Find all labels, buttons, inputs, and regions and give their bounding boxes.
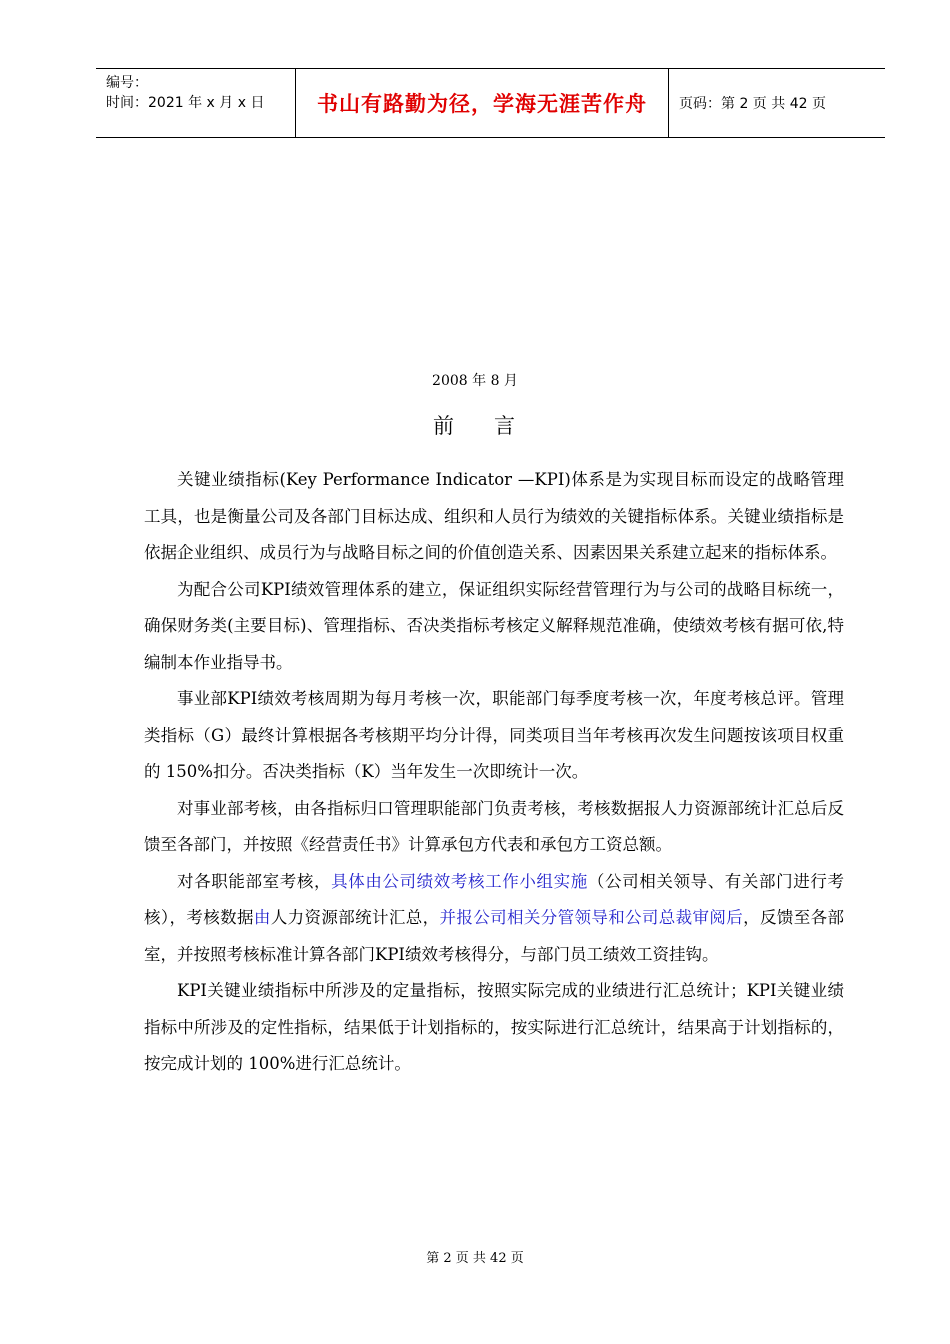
document-number-label: 编号： [106,75,148,91]
paragraph-4: 对事业部考核，由各指标归口管理职能部门负责考核，考核数据报人力资源部统计汇总后反馈至各部门，并按照《经营责任书》计算承包方代表和承包方工资总额。 [144,798,844,854]
header-meta [96,69,296,137]
document-time-label: 时间：2021 年 x 月 x 日 [106,95,265,111]
paragraph-5-part-e: 人力资源部统计汇总， [270,908,440,927]
page-footer: 第 2 页 共 42 页 [426,1251,524,1266]
paragraph-2: 为配合公司KPI绩效管理体系的建立，保证组织实际经营管理行为与公司的战略目标统一，确保财务类(主要目标)、管理指标、否决类指标考核定义解释规范准确，使绩效考核有据可依,特编制本作业指导书。 [144,579,844,672]
paragraph-3: 事业部KPI绩效考核周期为每月考核一次，职能部门每季度考核一次，年度考核总评。管理类指标（G）最终计算根据各考核期平均分计得，同类项目当年考核再次发生问题按该项目权重的 150%扣分。否决类指标（K）当年发生一次即统计一次。 [144,689,844,781]
heading-char-2: 言 [494,414,517,438]
paragraph-5-part-a: 对各职能部室考核， [177,871,332,891]
paragraph-6: KPI关键业绩指标中所涉及的定量指标，按照实际完成的业绩进行汇总统计；KPI关键业绩指标中所涉及的定性指标，结果低于计划指标的，按实际进行汇总统计，结果高于计划指标的，按完成计划的 100%进行汇总统计。 [144,981,844,1073]
paragraph-1: 关键业绩指标(Key Performance Indicator —KPI)体系是为实现目标而设定的战略管理工具，也是衡量公司及各部门目标达成、组织和人员行为绩效的关键指标体系。关键业绩指标是依据企业组织、成员行为与战略目标之间的价值创造关系、因素因果关系建立起来的指标体系。 [144,470,844,562]
body-text [144,462,844,1083]
heading-char-1: 前 [433,414,456,438]
header-page-info: 页码：第 2 页 共 42 页 [679,96,826,112]
paragraph-5-highlight-1: 具体由公司绩效考核工作小组实施 [331,871,588,891]
paragraph-5-highlight-3: 并报公司相关分管领导和公司总裁审阅后 [439,908,744,927]
paragraph-5-part-g: ，反馈至各部室，并按照考核标准计算各部门KPI绩效考核得分，与部门员工绩效工资挂钩。 [144,908,845,964]
page-header [96,68,885,138]
header-motto: 书山有路勤为径，学海无涯苦作舟 [296,69,669,137]
paragraph-5-part-c: （公司相关领导、有关部门进行考核），考核数据 [144,871,845,927]
document-date: 2008 年 8 月 [432,373,518,389]
paragraph-5 [144,864,844,974]
paragraph-5-highlight-2: 由 [253,908,271,927]
section-heading [0,410,950,440]
